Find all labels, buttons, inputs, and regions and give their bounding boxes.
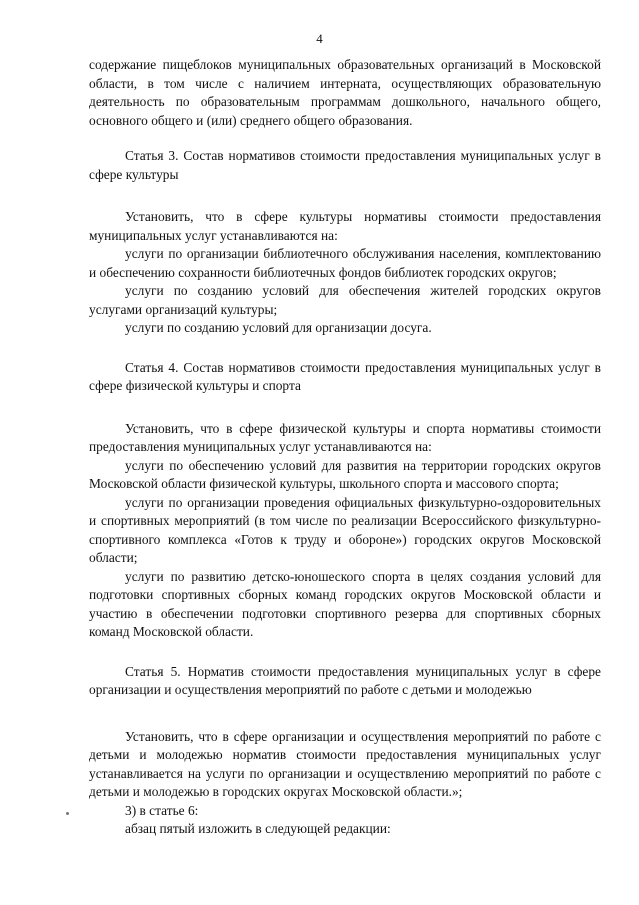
article-5-heading: Статья 5. Норматив стоимости предоставления муниципальных услуг в сфере организации и осуществления мероприятий по работе с детьми и молодежью: [89, 663, 601, 697]
paragraph: Установить, что в сфере культуры нормативы стоимости предоставления муниципальных услуг устанавливаются на:: [89, 209, 601, 243]
article-3-heading: Статья 3. Состав нормативов стоимости предоставления муниципальных услуг в сфере культуры: [89, 148, 601, 182]
document-body: [89, 56, 601, 839]
list-item: услуги по развитию детско-юношеского спорта в целях создания условий для подготовки спортивных сборных команд городских округов Московской области и участию в обеспечении подготовки спортивного резерва для спортивных сборных команд Московской области.: [89, 568, 601, 639]
list-item: услуги по созданию условий для организации досуга.: [125, 320, 432, 335]
paragraph: Установить, что в сфере организации и осуществления мероприятий по работе с детьми и молодежью норматив стоимости предоставления муниципальных услуг устанавливается на услуги по организации и осуществлению мероприятий по работе с детьми и молодежью в городских округах Московской области.»;: [89, 728, 601, 799]
scan-dot-mark: [66, 812, 69, 815]
article-4-heading: Статья 4. Состав нормативов стоимости предоставления муниципальных услуг в сфере физической культуры и спорта: [89, 359, 601, 393]
list-item: услуги по созданию условий для обеспечения жителей городских округов услугами организаций культуры;: [89, 283, 601, 317]
paragraph: Установить, что в сфере физической культуры и спорта нормативы стоимости предоставления муниципальных услуг устанавливаются на:: [89, 420, 601, 454]
paragraph: абзац пятый изложить в следующей редакции:: [125, 821, 391, 836]
list-item: услуги по обеспечению условий для развития на территории городских округов Московской области физической культуры, школьного спорта и массового спорта;: [89, 457, 601, 491]
paragraph-continuation: содержание пищеблоков муниципальных образовательных организаций в Московской области, в том числе с наличием интерната, осуществляющих образовательную деятельность по образовательным программам дошкольного, начального общего, основного общего и (или) среднего общего образования.: [89, 57, 601, 128]
page-number: 4: [316, 31, 323, 46]
list-item: услуги по организации библиотечного обслуживания населения, комплектованию и обеспечению сохранности библиотечных фондов библиотек городских округов;: [89, 246, 601, 280]
list-item: услуги по организации проведения официальных физкультурно-оздоровительных и спортивных мероприятий (в том числе по реализации Всероссийского физкультурно-спортивного комплекса «Готов к труду и обороне») городских округов Московской области;: [89, 494, 601, 565]
paragraph: 3) в статье 6:: [125, 802, 199, 818]
